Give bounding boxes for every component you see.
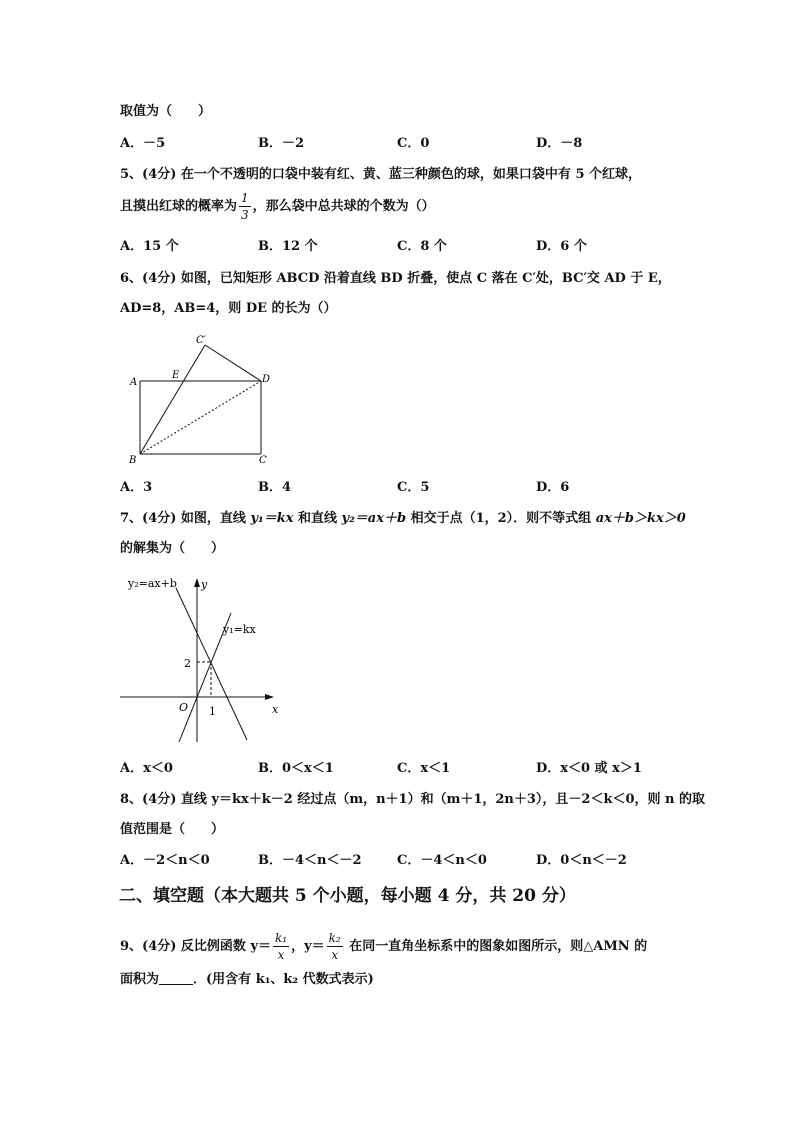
q7-line1-c: 相交于点（1，2）．则不等式组 <box>406 511 596 526</box>
q7-y2-expr: y₂＝ax＋b <box>341 511 407 526</box>
q9-line2-post: ．(用含有 k₁、k₂ 代数式表示) <box>193 972 374 987</box>
q4-stem-tail: 取值为（ ） <box>120 104 212 119</box>
fig6-label-cprime: C′ <box>196 335 206 346</box>
fig7-label-y2: y₂=ax+b <box>128 577 177 590</box>
fig7-tick-1: 1 <box>209 705 216 718</box>
q5-line2-post: ，那么袋中总共球的个数为（） <box>252 199 435 214</box>
fig7-axis-x-label: x <box>272 703 279 716</box>
fig6-label-b: B <box>129 455 137 466</box>
q7-y1-expr: y₁＝kx <box>250 511 294 526</box>
q6-option-a: A．3 <box>120 480 153 495</box>
fig6-line-cpd <box>205 345 261 381</box>
q9-line1 <box>120 932 647 961</box>
fig6-label-e: E <box>172 370 180 381</box>
q9-mid: ，y＝ <box>291 939 325 954</box>
q7-line1-a: 7、(4分) 如图，直线 <box>120 511 251 526</box>
q9-fraction-1 <box>273 932 289 961</box>
q7-option-d: D．x＜0 或 x＞1 <box>536 761 642 776</box>
q9-f2-num: k₂ <box>328 931 341 945</box>
q4-option-c: C．0 <box>397 136 430 151</box>
fig6-label-c: C <box>259 455 267 466</box>
fig6-line-bcp <box>140 345 205 454</box>
q7-option-c: C．x＜1 <box>397 761 451 776</box>
q8-line1: 8、(4分) 直线 y＝kx＋k－2 经过点（m，n＋1）和（m＋1，2n＋3），且－2＜k＜0，则 n 的取 <box>120 792 706 807</box>
q4-option-b: B．－2 <box>258 136 305 151</box>
q9-answer-blank[interactable] <box>159 984 193 985</box>
q6-option-c: C．5 <box>397 480 430 495</box>
q9-line2 <box>120 973 374 986</box>
q5-option-d: D．6 个 <box>536 239 587 254</box>
q7-line1-b: 和直线 <box>293 511 342 526</box>
q7-graph-figure <box>118 570 288 746</box>
q9-fraction-2 <box>327 932 343 961</box>
q9-f1-num: k₁ <box>275 931 288 945</box>
q8-option-a: A．－2＜n＜0 <box>120 853 210 868</box>
q9-pre: 9、(4分) 反比例函数 y＝ <box>120 939 271 954</box>
q8-option-d: D．0＜n＜－2 <box>536 853 627 868</box>
q5-frac-num: 1 <box>241 191 249 205</box>
q7-option-b: B．0＜x＜1 <box>258 761 334 776</box>
q6-line2: AD=8，AB=4，则 DE 的长为（） <box>120 301 337 316</box>
q7-option-a: A．x＜0 <box>120 761 173 776</box>
q5-frac-den: 3 <box>241 208 249 222</box>
q5-option-b: B．12 个 <box>258 239 318 254</box>
fig7-x-arrow <box>265 694 274 700</box>
fig7-tick-2: 2 <box>184 657 191 670</box>
section-2-heading: 二、填空题（本大题共 5 个小题，每小题 4 分，共 20 分） <box>119 886 576 906</box>
q5-option-a: A．15 个 <box>120 239 179 254</box>
q6-option-b: B．4 <box>258 480 292 495</box>
fig7-label-y1: y₁=kx <box>223 623 256 636</box>
q4-option-a: A．－5 <box>120 136 166 151</box>
fig7-axis-y-label: y <box>201 578 208 591</box>
fig7-origin-label: O <box>179 701 189 714</box>
q9-f1-den: x <box>277 948 285 962</box>
q4-option-d: D．－8 <box>536 136 583 151</box>
fig6-label-a: A <box>130 377 138 388</box>
q7-inequality: ax＋b＞kx＞0 <box>595 511 686 526</box>
q8-option-c: C．－4＜n＜0 <box>397 853 487 868</box>
q9-f2-den: x <box>331 948 339 962</box>
q9-line2-pre: 面积为 <box>120 972 160 987</box>
q9-post: 在同一直角坐标系中的图象如图所示，则△AMN 的 <box>344 939 648 954</box>
q7-line2: 的解集为（ ） <box>120 541 225 556</box>
q5-fraction <box>239 192 251 221</box>
q7-line1 <box>120 512 686 525</box>
q6-line1: 6、(4分) 如图，已知矩形 ABCD 沿着直线 BD 折叠，使点 C 落在 C′处，BC′交 AD 于 E， <box>120 271 671 286</box>
q8-line2: 值范围是（ ） <box>120 822 225 837</box>
q5-line2-pre: 且摸出红球的概率为 <box>120 199 238 214</box>
fig6-diagonal-bd <box>140 381 261 454</box>
q5-line2 <box>120 192 435 221</box>
q6-option-d: D．6 <box>536 480 570 495</box>
q5-option-c: C．8 个 <box>397 239 447 254</box>
q6-rectangle-figure <box>120 330 280 468</box>
fig6-label-d: D <box>262 374 271 385</box>
q8-option-b: B．－4＜n＜－2 <box>258 853 362 868</box>
fig7-y-arrow <box>194 578 200 587</box>
q5-line1: 5、(4分) 在一个不透明的口袋中装有红、黄、蓝三种颜色的球，如果口袋中有 5 个红球， <box>120 167 642 182</box>
